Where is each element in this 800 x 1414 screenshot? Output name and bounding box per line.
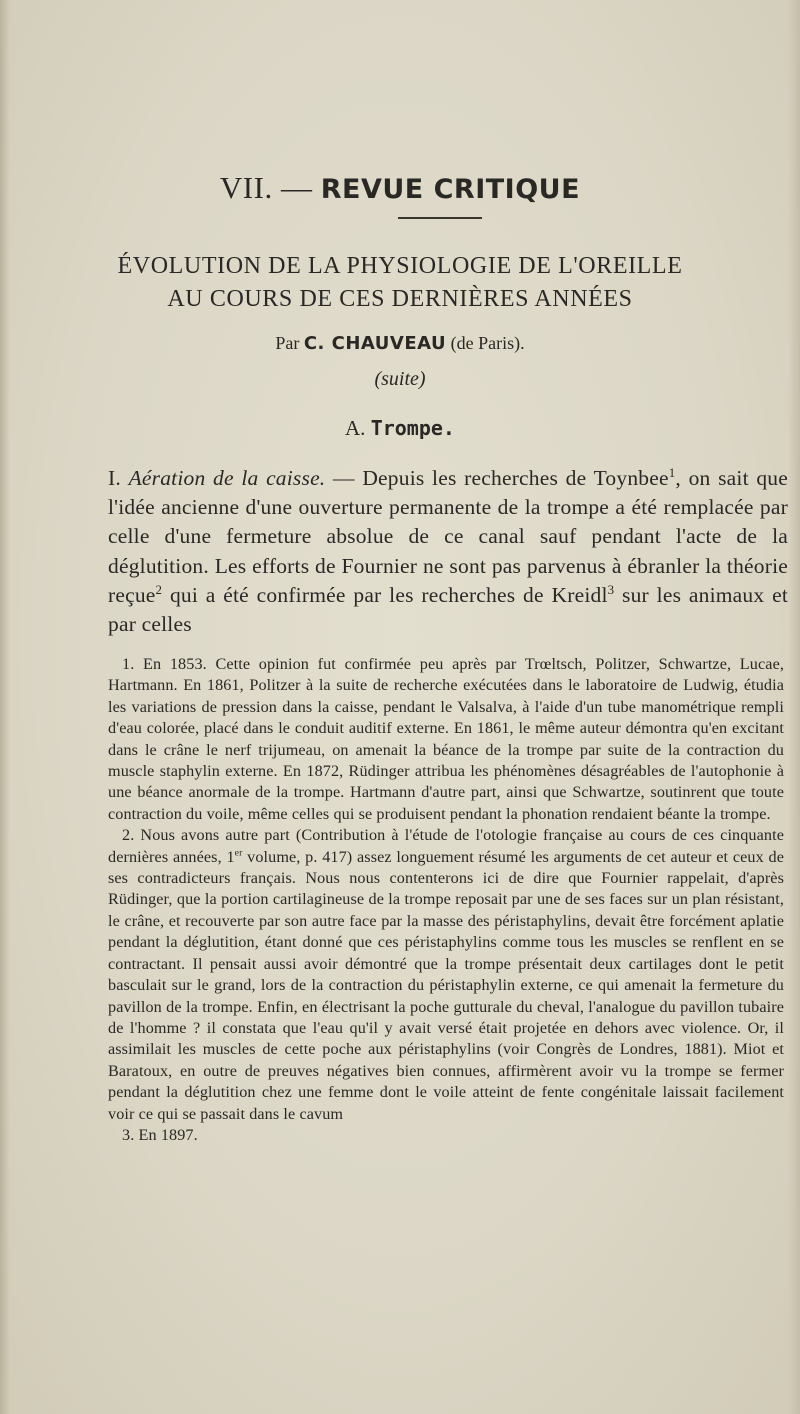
footnote-ref-1: 1 [668,465,676,480]
continuation-note: (suite) [374,368,426,390]
footnote-2-text-a: 2. Nous avons autre part (Contribution à l'étude de l'otologie française au cours de ces cinquante dernières années, 1 [108,826,784,866]
paragraph-heading: Aération de la caisse. [128,466,326,490]
title-divider [398,217,482,219]
body-text-1: — Depuis les recherches de Toynbee [325,466,669,490]
footnote-ref-3: 3 [607,582,615,597]
byline-prefix: Par [275,333,304,353]
footnote-2 [108,825,784,1125]
article-title-line-1: ÉVOLUTION DE LA PHYSIOLOGIE DE L'OREILLE [117,253,683,279]
paragraph-number: I. [108,466,129,490]
section-heading [0,170,800,206]
footnote-2-superscript: er [234,847,243,859]
footnote-ref-2: 2 [155,582,163,597]
section-number: VII. — [219,170,321,205]
body-text-3: qui a été confirmée par les recherches de Kreidl [162,582,608,607]
article-title-line-2: AU COURS DE CES DERNIÈRES ANNÉES [167,286,633,312]
subsection-name: Trompe. [370,416,455,440]
subsection-heading [0,416,800,441]
subsection-letter: A. [345,416,371,440]
footnote-1: 1. En 1853. Cette opinion fut confirmée peu après par Trœltsch, Politzer, Schwartze, Lucae, Hartmann. En 1861, Politzer à la suite de recherche exécutées dans le laboratoire de Ludwig, étudia les variations de pression dans la caisse, pendant le Valsalva, à l'aide d'un tube manométrique rempli d'eau colorée, placé dans le conduit auditif externe. En 1861, le même auteur démontra qu'en excitant dans le crâne le nerf trijumeau, on amenait la béance de la trompe par suite de la contraction du muscle staphylin externe. En 1872, Rüdinger attribua les phénomènes désagréables de l'autophonie à une béance anormale de la trompe. Hartmann d'autre part, ainsi que Schwartze, soutinrent que toute contraction du voile, même celles qui se produisent pendant la phonation rendaient béante la trompe. [108,655,784,823]
section-label: REVUE CRITIQUE [320,174,581,205]
footnote-2-text-b: volume, p. 417) assez longuement résumé les arguments de cet auteur et ceux de ses contradicteurs français. Nous nous contenterons ici de dire que Fournier rappelait, d'après Rüdinger, que la portion cartilagineuse de la trompe reposait par une de ses faces sur un plan résistant, le crâne, et recouverte par son autre face par la masse des péristaphylins, devait être forcément aplatie pendant la déglutition, étant donné que ces péristaphylins comme tous les muscles se renflent en se contractant. Il pensait aussi avoir démontré que la trompe présentait deux cartilages dont le petit basculait sur le grand, lors de la contraction du péristaphylin externe, ce qui amenait la fermeture du pavillon de la trompe. Enfin, en électrisant la poche gutturale du cheval, l'analogue du pavillon tubaire de l'homme ? il constata que l'eau qu'il y avait versé était projetée en dehors avec violence. Or, il assimilait les muscles de cette poche aux péristaphylins (voir Congrès de Londres, 1881). Miot et Baratoux, en outre de preuves négatives bien connues, affirmèrent avoir vu la trompe se fermer pendant la déglutition chez une femme dont le voile atteint de fente congénitale laissait facilement voir ce qui se passait dans le cavum [108,847,784,1123]
author-name: C. CHAUVEAU [303,333,447,354]
article-title [0,250,800,316]
body-text-2: , on sait que l'idée ancienne d'une ouverture permanente de la trompe a été remplacée par celle d'une fermeture absolue de ce canal sauf pendant l'acte de la déglutition. Les efforts de Fournier ne sont pas parvenus à ébranler la théorie reçue [108,466,789,607]
body-text-4: sur les animaux et par celles [108,582,788,637]
byline-suffix: (de Paris). [446,333,525,353]
body-paragraph [108,464,788,639]
footnotes [108,654,784,1146]
footnote-3: 3. En 1897. [122,1125,198,1144]
byline [0,333,800,354]
